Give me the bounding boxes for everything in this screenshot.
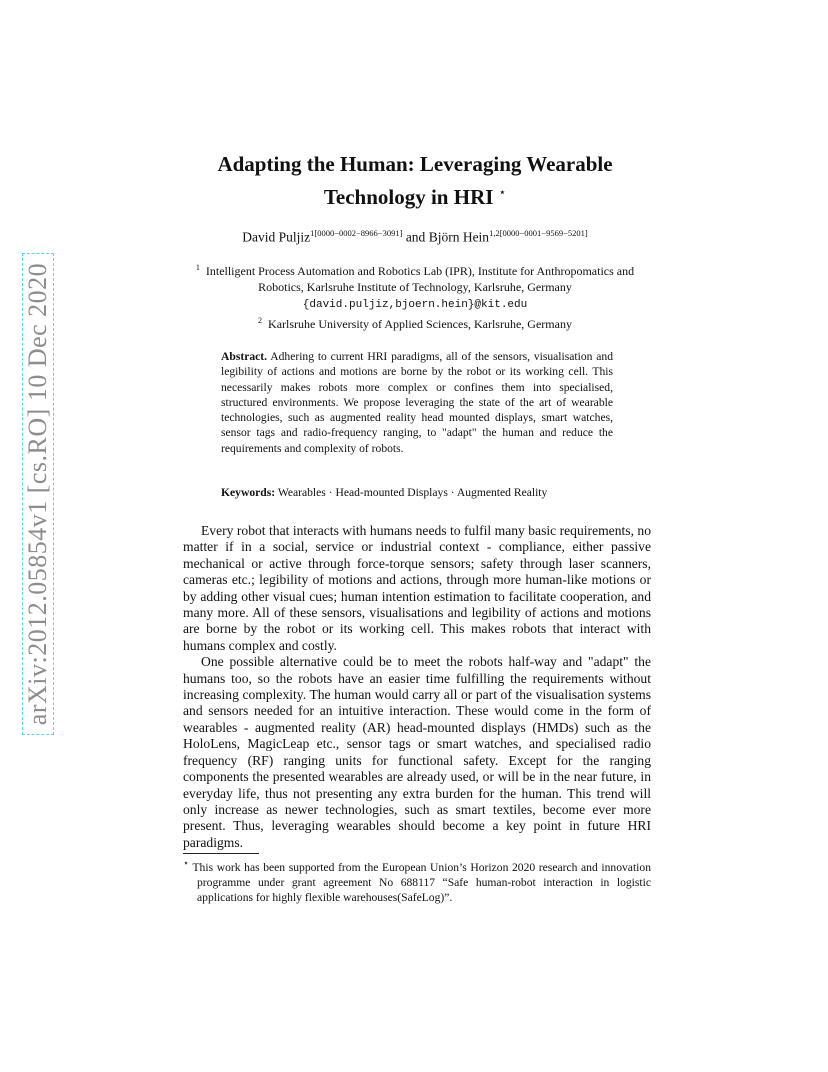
paper-title (150, 150, 680, 211)
footnote (183, 856, 651, 905)
affiliation-1-mark: 1 (195, 263, 200, 272)
author-line (150, 228, 680, 246)
keywords-text: Wearables · Head-mounted Displays · Augmented Reality (277, 486, 548, 499)
keywords (221, 486, 621, 499)
author-2-name: Björn Hein (428, 229, 490, 245)
title-line-2-text: Technology in HRI (323, 185, 494, 209)
affiliation-1 (180, 260, 650, 313)
arxiv-identifier-stamp[interactable]: arXiv:2012.05854v1 [cs.RO] 10 Dec 2020 (22, 253, 54, 735)
abstract (221, 349, 613, 456)
author-email[interactable]: {david.puljiz,bjoern.hein}@kit.edu (302, 299, 528, 311)
abstract-label: Abstract. (221, 350, 268, 363)
footnote-text: This work has been supported from the European Union’s Horizon 2020 research and innovation programme under grant agreement No 688117 “Safe human-robot interaction in logistic applications for highly flexible warehouses(SafeLog)”. (192, 860, 651, 904)
footnote-rule (183, 853, 259, 854)
author-2-orcid: 1,2[0000−0001−9569−5201] (489, 228, 588, 238)
keywords-label: Keywords: (221, 486, 276, 499)
body-paragraph-1: Every robot that interacts with humans needs to fulfil many basic requirements, no matter if in a social, service or industrial context - compliance, either passive mechanical or active through force-torque sensors; safety through laser scanners, cameras etc.; legibility of motions and actions, through more human-like motions or by adding other visual cues; human intention estimation to facilitate cooperation, and many more. All of these sensors, visualisations and legibility of actions and motions are borne by the robot or its working cell. This makes robots that interact with humans complex and costly. (183, 523, 651, 653)
affiliations (180, 260, 650, 332)
body-paragraph-2: One possible alternative could be to meet the robots half-way and "adapt" the humans too, so the robots have an easier time fulfilling the requirements without increasing complexity. The human would carry all or part of the visualisation systems and sensors needed for an intuitive interaction. These would come in the form of wearables - augmented reality (AR) head-mounted displays (HMDs) such as the HoloLens, MagicLeap etc., sensor tags or smart watches, and specialised radio frequency (RF) ranging units for functional safety. Except for the ranging components the presented wearables are already used, or will be in the near future, in everyday life, thus not presenting any extra burden for the human. This trend will only increase as newer technologies, such as smart textiles, become ever more present. Thus, leveraging wearables should become a key point in future HRI paradigms. (183, 654, 651, 850)
title-line-2 (150, 178, 680, 211)
author-and: and (405, 229, 426, 245)
author-1-orcid: 1[0000−0002−8966−3091] (310, 228, 403, 238)
footnote-mark: ⋆ (183, 858, 190, 869)
affiliation-2 (180, 313, 650, 332)
abstract-text: Adhering to current HRI paradigms, all of the sensors, visualisation and legibility of actions and motions are borne by the robot or its working cell. This necessarily makes robots more complex or confines them into specialised, structured environments. We propose leveraging the state of the art of wearable technologies, such as augmented reality head mounted displays, smart watches, sensor tags and radio-frequency ranging, to "adapt" the human and reduce the requirements and complexity of robots. (221, 350, 613, 455)
affiliation-1-text: Intelligent Process Automation and Robotics Lab (IPR), Institute for Anthropomatics and Robotics, Karlsruhe Institute of Technology, Karlsruhe, Germany (205, 264, 635, 294)
affiliation-2-mark: 2 (258, 316, 263, 325)
title-line-1: Adapting the Human: Leveraging Wearable (217, 152, 613, 176)
affiliation-2-text: Karlsruhe University of Applied Sciences, Karlsruhe, Germany (268, 317, 572, 331)
author-1-name: David Puljiz (242, 229, 311, 245)
body-text (183, 523, 651, 851)
title-footnote-mark: ⋆ (498, 185, 507, 199)
